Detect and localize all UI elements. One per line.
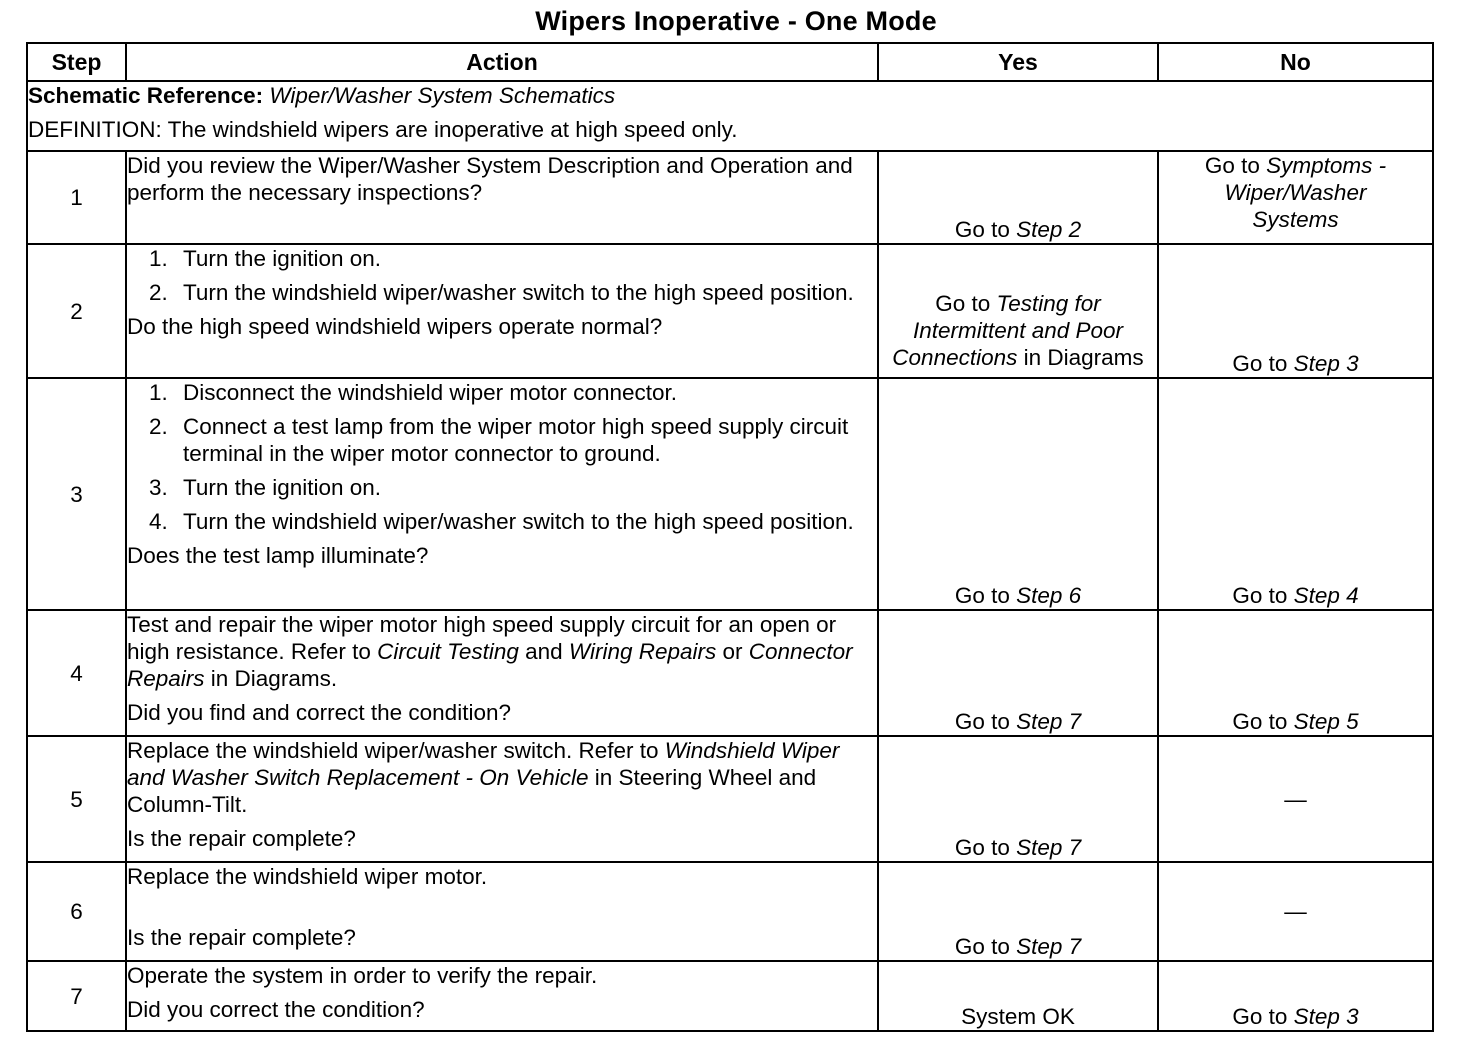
no-link[interactable]: Step 4 <box>1293 583 1359 608</box>
step-action <box>126 736 878 862</box>
yes-text: Go to <box>954 709 1017 734</box>
no-text: Go to <box>1232 1004 1294 1029</box>
step-no-cell <box>1158 378 1433 610</box>
step-question: Do the high speed windshield wipers operate normal? <box>127 314 663 339</box>
no-link[interactable]: Symptoms - Wiper/Washer Systems <box>1224 153 1387 232</box>
step-yes-cell <box>878 736 1158 862</box>
step-question: Is the repair complete? <box>127 826 356 851</box>
reference-row <box>27 81 1433 151</box>
step-yes-cell <box>878 378 1158 610</box>
instruction-item: 2. Connect a test lamp from the wiper motor high speed supply circuit terminal in the wiper motor connector to ground. <box>149 414 849 466</box>
yes-link[interactable]: Step 6 <box>1016 583 1082 608</box>
schematic-reference-label: Schematic Reference: <box>28 83 264 108</box>
yes-link[interactable]: Step 7 <box>1016 934 1082 959</box>
yes-link[interactable]: Step 2 <box>1016 217 1082 242</box>
step-row-6 <box>27 862 1433 961</box>
connector-repairs-link[interactable]: Connector Repairs <box>127 639 853 691</box>
step-number: 2 <box>27 244 126 378</box>
yes-text: Go to <box>935 291 997 316</box>
step-no-cell <box>1158 961 1433 1031</box>
step-instructions <box>127 379 877 535</box>
wiring-repairs-link[interactable]: Wiring Repairs <box>568 639 717 664</box>
header-action: Action <box>126 43 878 81</box>
step-action <box>126 244 878 378</box>
step-number: 3 <box>27 378 126 610</box>
step-instruction: Replace the windshield wiper motor. <box>127 864 488 889</box>
switch-replacement-link[interactable]: Windshield Wiper and Washer Switch Replacement - On Vehicle <box>127 738 840 790</box>
step-yes-cell <box>878 244 1158 378</box>
step-number: 7 <box>27 961 126 1031</box>
schematic-reference <box>28 82 1432 109</box>
step-no-cell: — <box>1158 862 1433 961</box>
step-instructions <box>127 245 877 306</box>
step-row-1 <box>27 151 1433 244</box>
yes-text-suffix: in Diagrams <box>1017 345 1144 370</box>
yes-link[interactable]: Testing for Intermittent and Poor Connections <box>892 291 1124 370</box>
header-no: No <box>1158 43 1433 81</box>
no-link[interactable]: Step 3 <box>1293 351 1359 376</box>
step-action <box>126 961 878 1031</box>
step-yes-cell <box>878 610 1158 736</box>
instruction-item: 1. Disconnect the windshield wiper motor connector. <box>149 380 678 405</box>
step-no-cell <box>1158 151 1433 244</box>
step-question: Did you review the Wiper/Washer System Description and Operation and perform the necessary inspections? <box>127 153 853 205</box>
step-number: 4 <box>27 610 126 736</box>
step-instruction: Replace the windshield wiper/washer switch. Refer to Windshield Wiper and Washer Switch Replacement - On Vehicle in Steering Wheel and Column-Tilt. <box>127 738 840 817</box>
schematic-reference-link[interactable]: Wiper/Washer System Schematics <box>269 83 616 108</box>
step-no-cell <box>1158 610 1433 736</box>
yes-link[interactable]: Step 7 <box>1016 835 1082 860</box>
step-number: 1 <box>27 151 126 244</box>
step-no-cell <box>1158 244 1433 378</box>
step-question: Did you correct the condition? <box>127 997 425 1022</box>
no-text: Go to <box>1204 153 1267 178</box>
step-no-cell: — <box>1158 736 1433 862</box>
yes-text: Go to <box>954 934 1017 959</box>
instruction-item: 2. Turn the windshield wiper/washer switch to the high speed position. <box>149 280 854 305</box>
step-instruction: Test and repair the wiper motor high speed supply circuit for an open or high resistance. Refer to Circuit Testing and Wiring Repairs or Connector Repairs in Diagrams. <box>127 612 853 691</box>
header-row <box>27 43 1433 81</box>
no-link[interactable]: Step 5 <box>1293 709 1359 734</box>
instruction-item: 4. Turn the windshield wiper/washer switch to the high speed position. <box>149 509 854 534</box>
circuit-testing-link[interactable]: Circuit Testing <box>377 639 519 664</box>
step-instruction: Operate the system in order to verify the repair. <box>127 963 598 988</box>
step-action <box>126 378 878 610</box>
step-question: Did you find and correct the condition? <box>127 700 511 725</box>
step-question: Is the repair complete? <box>127 925 356 950</box>
instruction-item: 1. Turn the ignition on. <box>149 246 382 271</box>
yes-text: Go to <box>954 217 1017 242</box>
yes-text: Go to <box>954 835 1017 860</box>
yes-link[interactable]: Step 7 <box>1016 709 1082 734</box>
step-yes-cell: System OK <box>878 961 1158 1031</box>
page-title: Wipers Inoperative - One Mode <box>535 6 937 36</box>
step-question: Does the test lamp illuminate? <box>127 543 429 568</box>
step-yes-cell <box>878 151 1158 244</box>
definition-text: DEFINITION: The windshield wipers are inoperative at high speed only. <box>28 117 738 142</box>
step-yes-cell <box>878 862 1158 961</box>
step-row-4 <box>27 610 1433 736</box>
step-number: 6 <box>27 862 126 961</box>
instruction-item: 3. Turn the ignition on. <box>149 475 382 500</box>
no-text: Go to <box>1232 583 1294 608</box>
no-text: Go to <box>1232 351 1294 376</box>
step-row-7 <box>27 961 1433 1031</box>
step-action <box>126 862 878 961</box>
header-yes: Yes <box>878 43 1158 81</box>
no-text: Go to <box>1232 709 1294 734</box>
step-row-5 <box>27 736 1433 862</box>
yes-text: Go to <box>954 583 1017 608</box>
step-number: 5 <box>27 736 126 862</box>
no-link[interactable]: Step 3 <box>1293 1004 1359 1029</box>
diagnostic-table <box>26 42 1434 1032</box>
step-action <box>126 610 878 736</box>
step-action <box>126 151 878 244</box>
step-row-2 <box>27 244 1433 378</box>
step-row-3 <box>27 378 1433 610</box>
header-step: Step <box>27 43 126 81</box>
